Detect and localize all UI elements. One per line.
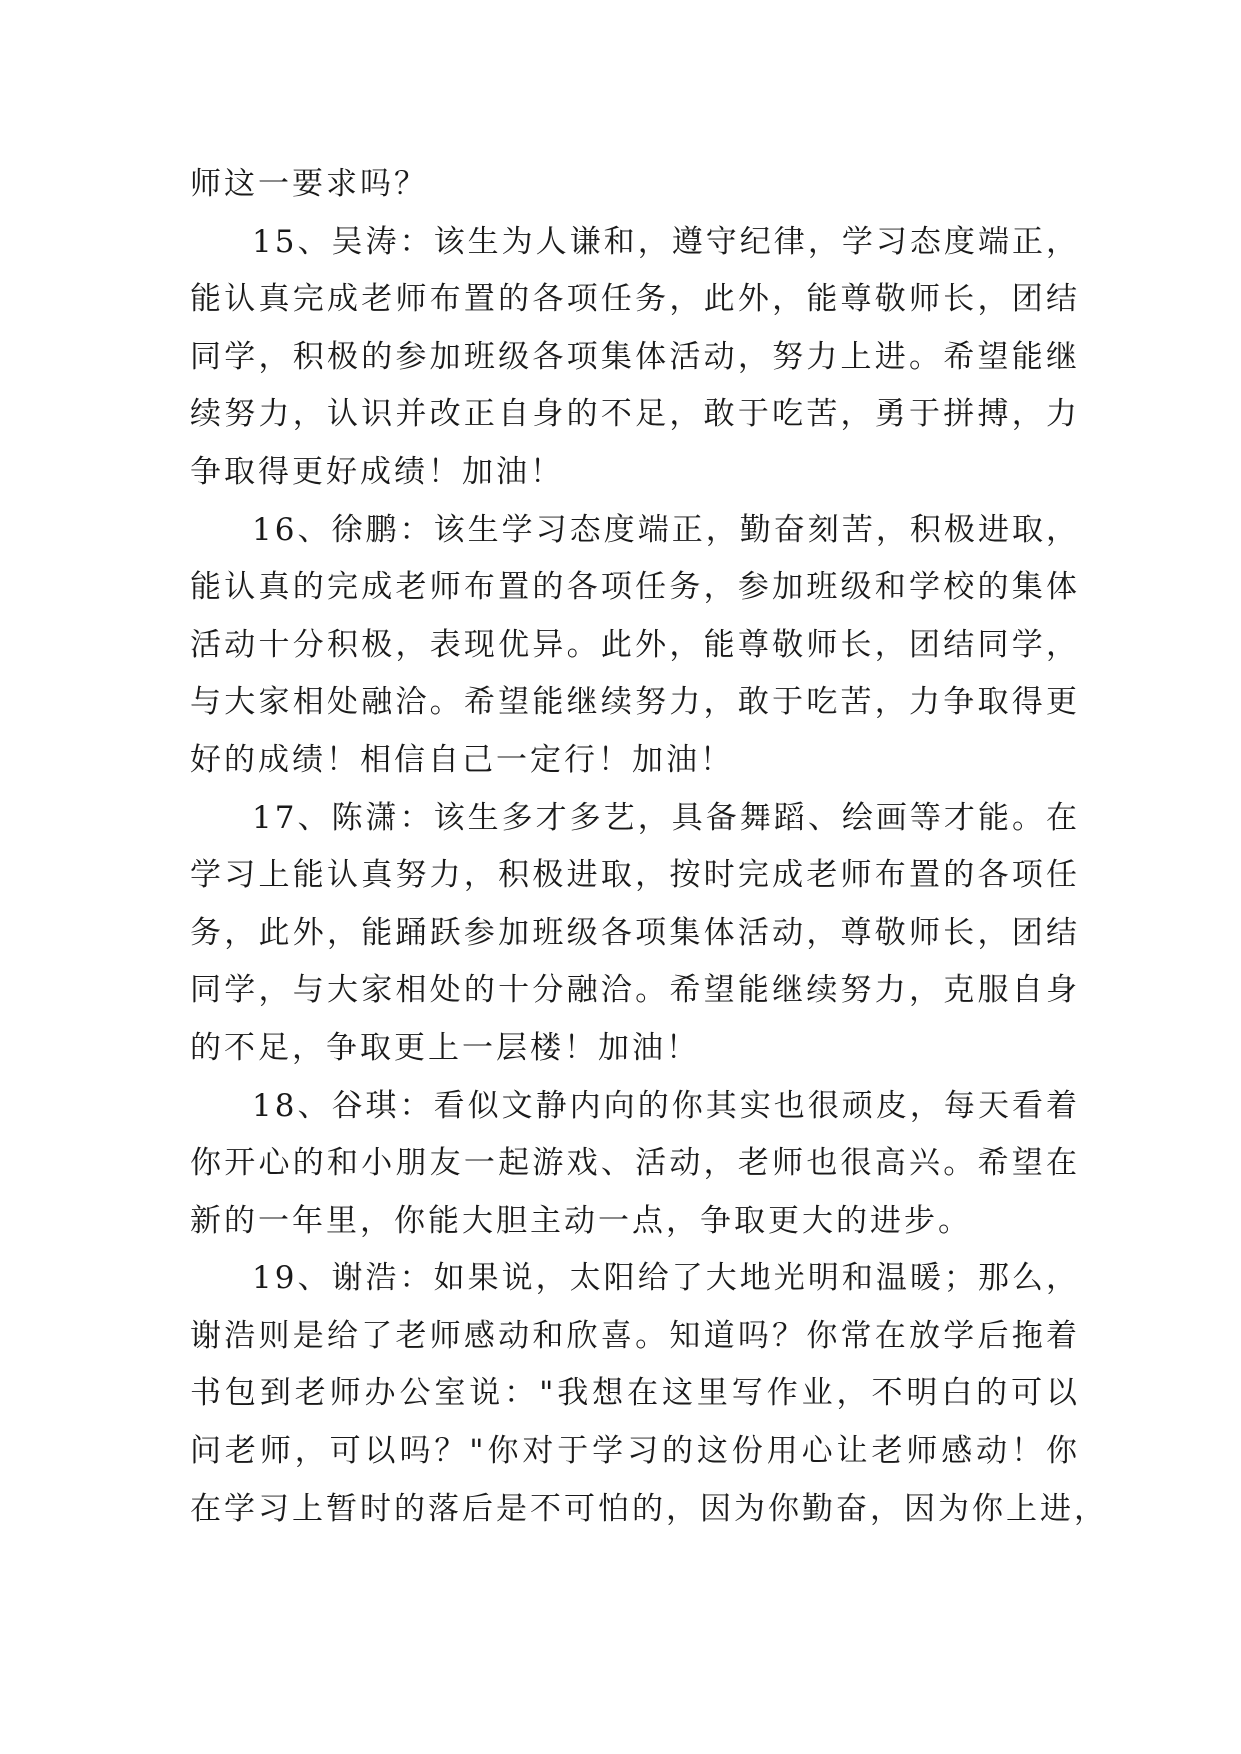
text-line: 新的一年里，你能大胆主动一点，争取更大的进步。 <box>190 1202 972 1239</box>
text-line: 务，此外，能踊跃参加班级各项集体活动，尊敬师长，团结 <box>190 914 1080 951</box>
document-body <box>190 156 1108 1538</box>
text-line: 在学习上暂时的落后是不可怕的，因为你勤奋，因为你上进， <box>190 1490 1108 1527</box>
paragraph <box>190 1250 1108 1538</box>
text-line: 18、谷琪：看似文静内向的你其实也很顽皮，每天看着 <box>252 1087 1080 1124</box>
text-line: 17、陈潇：该生多才多艺，具备舞蹈、绘画等才能。在 <box>252 799 1080 836</box>
text-line: 19、谢浩：如果说，太阳给了大地光明和温暖；那么， <box>252 1260 1080 1297</box>
text-line: 能认真的完成老师布置的各项任务，参加班级和学校的集体 <box>190 569 1080 606</box>
text-line: 好的成绩！相信自己一定行！加油！ <box>190 741 734 778</box>
text-line: 16、徐鹏：该生学习态度端正，勤奋刻苦，积极进取， <box>252 511 1080 548</box>
text-line: 活动十分积极，表现优异。此外，能尊敬师长，团结同学， <box>190 626 1080 663</box>
text-line: 同学，积极的参加班级各项集体活动，努力上进。希望能继 <box>190 338 1080 375</box>
paragraph <box>190 214 1080 502</box>
text-line: 你开心的和小朋友一起游戏、活动，老师也很高兴。希望在 <box>190 1145 1080 1182</box>
paragraph <box>190 1078 1080 1251</box>
paragraph <box>190 502 1080 790</box>
text-line: 与大家相处融洽。希望能继续努力，敢于吃苦，力争取得更 <box>190 684 1080 721</box>
paragraph <box>190 790 1080 1078</box>
text-line: 能认真完成老师布置的各项任务，此外，能尊敬师长，团结 <box>190 281 1080 318</box>
text-line: 问老师，可以吗？"你对于学习的这份用心让老师感动！你 <box>190 1433 1080 1470</box>
text-line: 谢浩则是给了老师感动和欣喜。知道吗？你常在放学后拖着 <box>190 1317 1080 1354</box>
text-line: 15、吴涛：该生为人谦和，遵守纪律，学习态度端正， <box>252 223 1080 260</box>
text-line: 学习上能认真努力，积极进取，按时完成老师布置的各项任 <box>190 857 1080 894</box>
text-line: 续努力，认识并改正自身的不足，敢于吃苦，勇于拼搏，力 <box>190 396 1080 433</box>
text-line: 的不足，争取更上一层楼！加油！ <box>190 1029 700 1066</box>
text-line: 师这一要求吗？ <box>190 166 428 202</box>
text-line: 争取得更好成绩！加油！ <box>190 453 564 490</box>
text-line: 书包到老师办公室说："我想在这里写作业，不明白的可以 <box>190 1375 1080 1412</box>
text-line: 同学，与大家相处的十分融洽。希望能继续努力，克服自身 <box>190 972 1080 1009</box>
paragraph <box>190 156 1080 214</box>
